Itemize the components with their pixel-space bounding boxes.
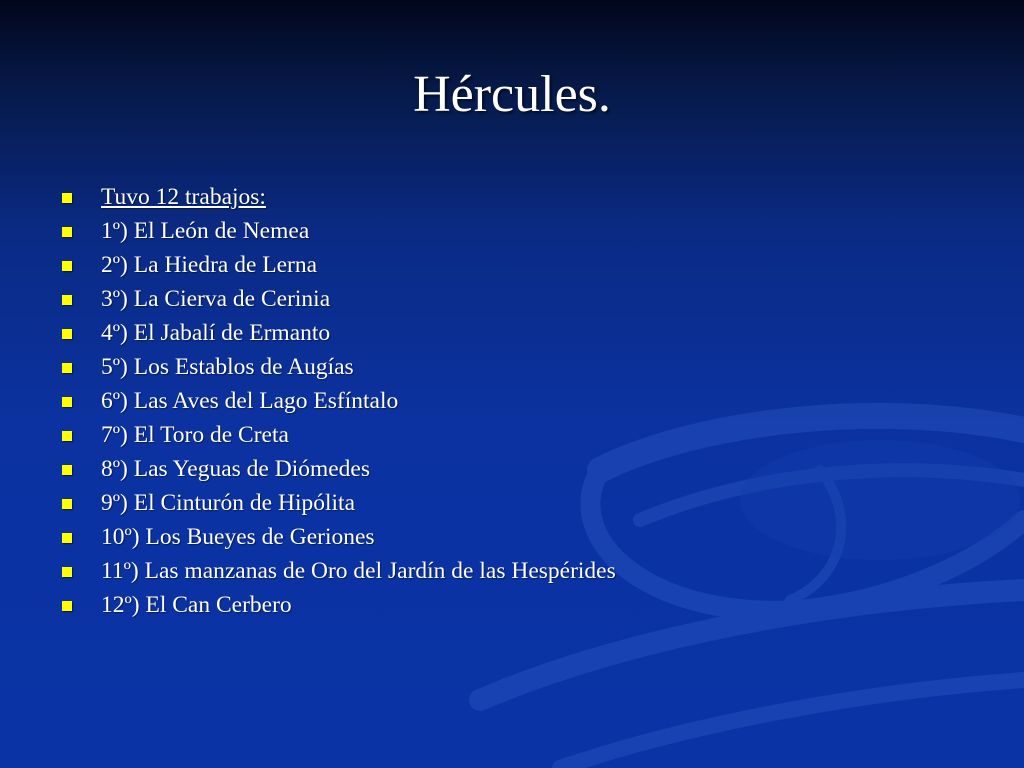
list-item-text: 1º) El León de Nemea xyxy=(101,218,310,244)
square-bullet-icon xyxy=(62,295,72,305)
list-heading: Tuvo 12 trabajos: xyxy=(101,184,266,210)
square-bullet-icon xyxy=(62,465,72,475)
list-item xyxy=(62,520,616,554)
square-bullet-icon xyxy=(62,329,72,339)
list-item-text: 8º) Las Yeguas de Diómedes xyxy=(101,456,371,482)
list-item-text: 12º) El Can Cerbero xyxy=(101,592,292,618)
list-item xyxy=(62,248,616,282)
square-bullet-icon xyxy=(62,567,72,577)
square-bullet-icon xyxy=(62,363,72,373)
list-item xyxy=(62,282,616,316)
list-item xyxy=(62,554,616,588)
square-bullet-icon xyxy=(62,431,72,441)
square-bullet-icon xyxy=(62,533,72,543)
list-item xyxy=(62,588,616,622)
square-bullet-icon xyxy=(62,261,72,271)
list-item xyxy=(62,486,616,520)
list-item-text: 9º) El Cinturón de Hipólita xyxy=(101,490,356,516)
list-item xyxy=(62,316,616,350)
list-item-text: 3º) La Cierva de Cerinia xyxy=(101,286,331,312)
bullet-list xyxy=(62,180,616,622)
list-item-text: 11º) Las manzanas de Oro del Jardín de las Hespérides xyxy=(101,558,616,584)
list-item xyxy=(62,214,616,248)
square-bullet-icon xyxy=(62,601,72,611)
slide-title: Hércules. xyxy=(413,66,611,123)
list-item-text: 6º) Las Aves del Lago Esfíntalo xyxy=(101,388,399,414)
list-item-text: 5º) Los Establos de Augías xyxy=(101,354,354,380)
list-item xyxy=(62,384,616,418)
list-item xyxy=(62,350,616,384)
square-bullet-icon xyxy=(62,193,72,203)
square-bullet-icon xyxy=(62,499,72,509)
list-item xyxy=(62,418,616,452)
list-item xyxy=(62,452,616,486)
square-bullet-icon xyxy=(62,227,72,237)
list-item-text: 7º) El Toro de Creta xyxy=(101,422,289,448)
list-item-text: 2º) La Hiedra de Lerna xyxy=(101,252,318,278)
list-item-text: 10º) Los Bueyes de Geriones xyxy=(101,524,375,550)
square-bullet-icon xyxy=(62,397,72,407)
list-item-text: 4º) El Jabalí de Ermanto xyxy=(101,320,331,346)
list-item xyxy=(62,180,616,214)
